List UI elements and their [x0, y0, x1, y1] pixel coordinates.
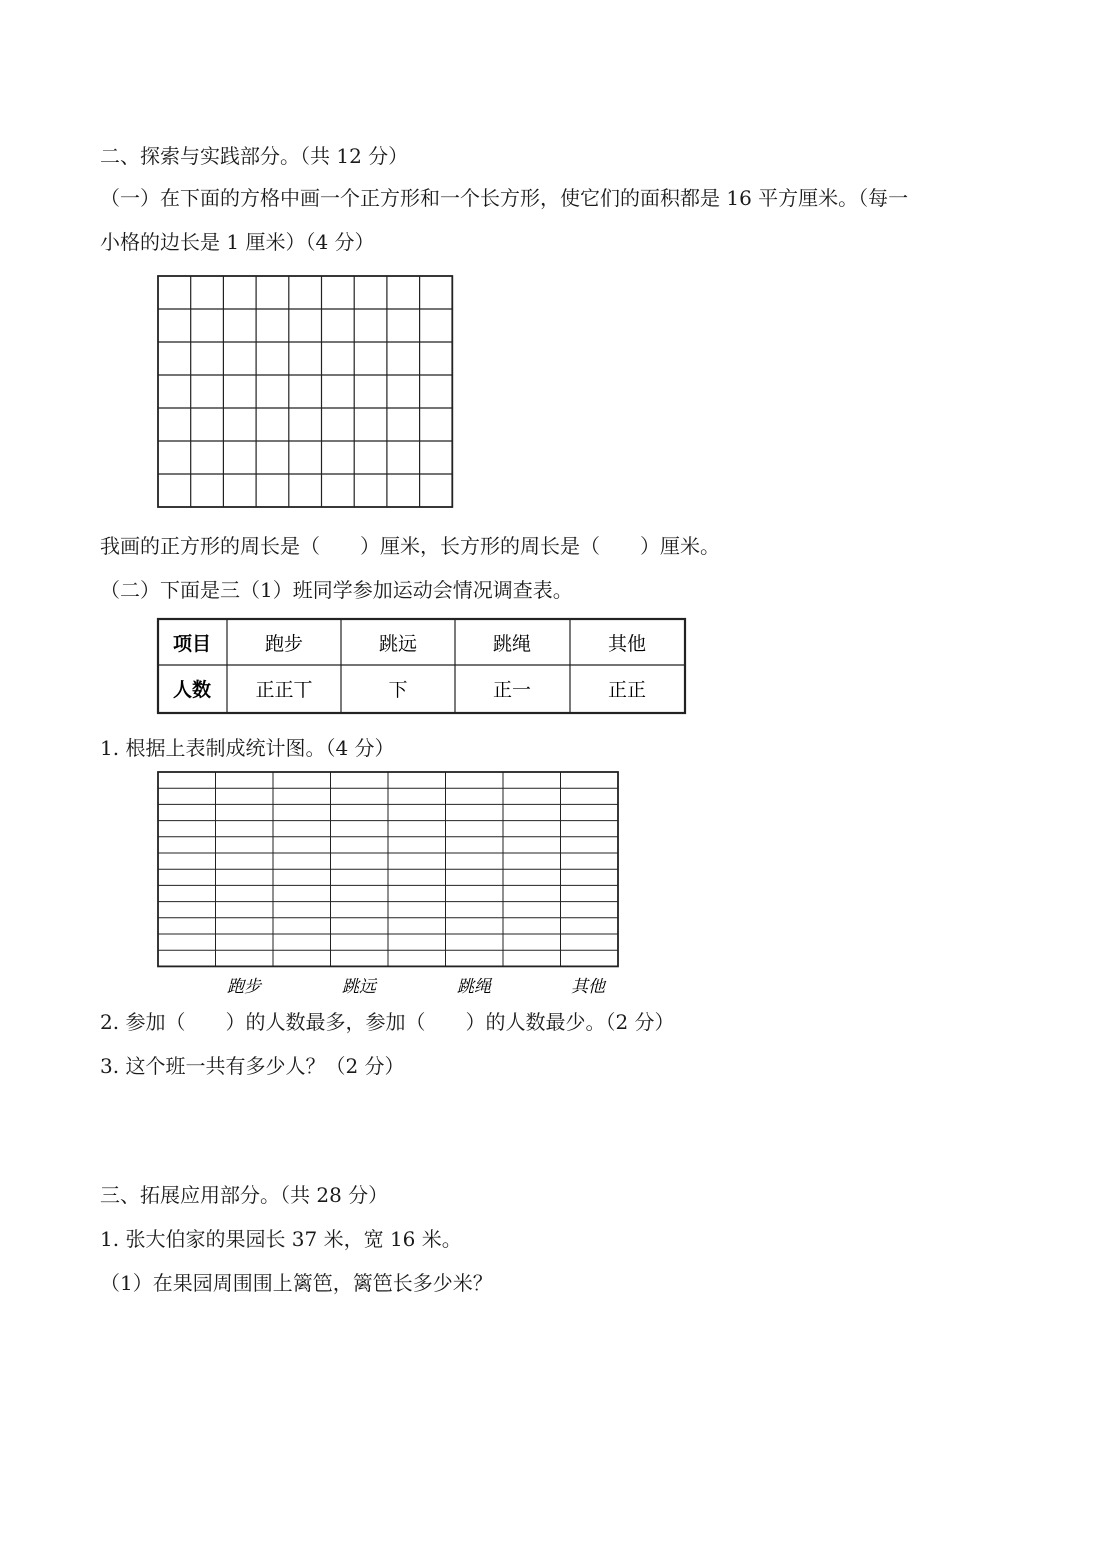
section-3-q1: 1. 张大伯家的果园长 37 米，宽 16 米。: [100, 1227, 462, 1251]
q1-text-line-2: 小格的边长是 1 厘米）（4 分）: [100, 230, 375, 254]
q2-sub3: 3. 这个班一共有多少人？（2 分）: [100, 1054, 405, 1078]
drawing-grid[interactable]: [156, 274, 456, 514]
section-2-title: 二、探索与实践部分。（共 12 分）: [100, 144, 409, 168]
table-row-label-count: 人数: [172, 679, 212, 701]
chart-category-labels: [156, 972, 622, 1002]
chart-label-long-jump: 跳远: [342, 977, 376, 997]
tally-other: 正正: [607, 679, 647, 701]
statistics-chart-grid[interactable]: [156, 770, 622, 972]
survey-table: [156, 617, 688, 717]
q2-sub2: 2. 参加（ ）的人数最多，参加（ ）的人数最少。（2 分）: [100, 1010, 675, 1034]
chart-label-other: 其他: [571, 977, 605, 997]
table-header-other: 其他: [607, 633, 647, 655]
section-3-q1-sub1: （1）在果园周围围上篱笆，篱笆长多少米？: [100, 1271, 493, 1295]
tally-jump-rope: 正一: [492, 679, 532, 701]
tally-running: 正正丅: [255, 679, 313, 701]
table-header-running: 跑步: [264, 633, 304, 655]
q2-intro: （二）下面是三（1）班同学参加运动会情况调查表。: [100, 578, 573, 602]
chart-label-running: 跑步: [227, 977, 261, 997]
tally-long-jump: 下: [388, 679, 408, 701]
q2-sub1: 1. 根据上表制成统计图。（4 分）: [100, 736, 395, 760]
q1-text-line-1: （一）在下面的方格中画一个正方形和一个长方形，使它们的面积都是 16 平方厘米。（每一: [100, 186, 909, 210]
section-3-title: 三、拓展应用部分。（共 28 分）: [100, 1183, 389, 1207]
q1-answer-line: 我画的正方形的周长是（ ）厘米，长方形的周长是（ ）厘米。: [100, 534, 720, 558]
table-header-jump-rope: 跳绳: [492, 633, 532, 655]
table-header-long-jump: 跳远: [378, 633, 418, 655]
table-header-item: 项目: [172, 633, 212, 655]
chart-label-jump-rope: 跳绳: [457, 977, 491, 997]
